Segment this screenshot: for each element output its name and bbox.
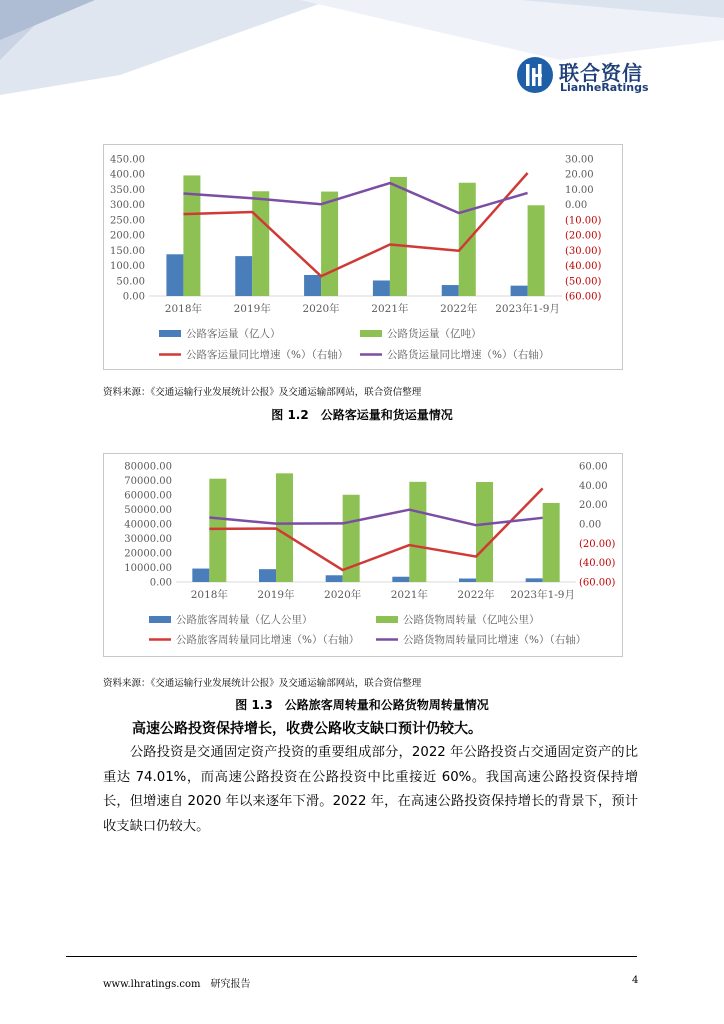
x-axis-tick-label: 2018年	[190, 589, 228, 601]
y2-axis-tick-label: 30.00	[565, 154, 594, 166]
chart-passenger-freight-volume	[103, 144, 623, 370]
y-axis-tick-label: 50000.00	[124, 505, 172, 516]
y-axis-tick-label: 40000.00	[124, 519, 172, 531]
x-axis-tick-label: 2021年	[371, 303, 409, 315]
bar	[392, 577, 409, 582]
x-axis-tick-label: 2023年1-9月	[510, 589, 575, 601]
legend-label: 公路货运量同比增速（%）（右轴）	[387, 349, 550, 361]
y2-axis-tick-label: 0.00	[579, 519, 602, 531]
y-axis-tick-label: 300.00	[110, 200, 145, 212]
y2-axis-tick-label: (60.00)	[579, 577, 616, 589]
y-axis-tick-label: 0.00	[122, 291, 145, 303]
y-axis-tick-label: 80000.00	[124, 461, 172, 473]
chart-svg	[104, 145, 622, 369]
y-axis-tick-label: 0.00	[149, 577, 172, 589]
y2-axis-tick-label: (30.00)	[565, 245, 602, 257]
x-axis-tick-label: 2021年	[390, 589, 428, 601]
legend-label: 公路货物周转量同比增速（%）（右轴）	[403, 634, 587, 646]
y2-axis-tick-label: (40.00)	[579, 558, 616, 570]
bar	[259, 569, 276, 582]
y-axis-tick-label: 10000.00	[124, 563, 172, 574]
x-axis-tick-label: 2022年	[440, 303, 478, 315]
y-axis-tick-label: 350.00	[110, 184, 145, 196]
y-axis-tick-label: 70000.00	[124, 476, 172, 487]
y2-axis-tick-label: 10.00	[565, 184, 594, 196]
bar	[526, 578, 543, 582]
bar	[459, 579, 476, 582]
y2-axis-tick-label: 20.00	[579, 500, 608, 512]
x-axis-tick-label: 2018年	[164, 303, 203, 315]
y2-axis-tick-label: (20.00)	[579, 538, 616, 550]
bar	[409, 482, 426, 582]
bar	[252, 191, 269, 296]
figure-caption: 图 1.3 公路旅客周转量和公路货物周转量情况	[235, 698, 489, 712]
x-axis-tick-label: 2020年	[302, 303, 340, 315]
footer-site: www.lhratings.com 研究报告	[103, 979, 251, 990]
section-heading: 高速公路投资保持增长，收费公路收支缺口预计仍较大。	[132, 721, 482, 737]
legend-swatch	[360, 330, 382, 337]
y-axis-tick-label: 100.00	[110, 261, 145, 273]
bar	[390, 177, 407, 296]
y-axis-tick-label: 400.00	[110, 169, 145, 181]
bar	[543, 503, 560, 582]
x-axis-tick-label: 2019年	[257, 589, 295, 601]
bar	[373, 280, 390, 296]
legend-label: 公路货物周转量（亿吨公里）	[403, 614, 540, 626]
figure-caption: 图 1.2 公路客运量和货运量情况	[271, 408, 453, 422]
bar	[442, 285, 459, 296]
x-axis-tick-label: 2022年	[457, 589, 495, 601]
bar	[209, 479, 226, 582]
series-line	[183, 183, 527, 213]
y2-axis-tick-label: (10.00)	[565, 215, 602, 227]
bar	[511, 286, 528, 296]
page-number: 4	[632, 975, 639, 986]
footer-divider	[66, 956, 637, 957]
logo-english-name: LianheRatings	[560, 81, 649, 94]
company-logo	[517, 57, 647, 97]
legend-label: 公路客运量（亿人）	[186, 328, 281, 340]
bar	[304, 275, 321, 296]
legend-swatch	[149, 616, 171, 623]
y2-axis-tick-label: 40.00	[579, 480, 608, 492]
figure-source: 资料来源：《交通运输行业发展统计公报》及交通运输部网站，联合资信整理	[103, 678, 422, 689]
chart-turnover-volume	[103, 453, 623, 657]
bar	[476, 482, 493, 582]
bar	[276, 473, 293, 582]
legend-swatch	[376, 616, 398, 623]
logo-icon	[517, 57, 553, 93]
y2-axis-tick-label: (60.00)	[565, 291, 602, 303]
y-axis-tick-label: 60000.00	[124, 490, 172, 502]
y-axis-tick-label: 50.00	[116, 276, 145, 288]
bar	[235, 256, 252, 296]
legend-label: 公路客运量同比增速（%）（右轴）	[186, 349, 349, 361]
x-axis-tick-label: 2019年	[233, 303, 271, 315]
chart-svg	[104, 454, 622, 656]
logo-chinese-name: 联合资信	[559, 61, 643, 85]
y2-axis-tick-label: 60.00	[579, 461, 608, 473]
y-axis-tick-label: 450.00	[110, 154, 145, 166]
y-axis-tick-label: 30000.00	[124, 534, 172, 545]
bar	[166, 254, 183, 296]
body-paragraph: 公路投资是交通固定资产投资的重要组成部分，2022 年公路投资占交通固定资产的比重达 74.01%，而高速公路投资在公路投资中比重接近 60%。我国高速公路投资保持增长，但增速自 2020 年以来逐年下滑。2022 年，在高速公路投资保持增长的背景下，预计收支缺口仍较大。	[103, 745, 638, 834]
y2-axis-tick-label: (50.00)	[565, 276, 602, 288]
legend-label: 公路旅客周转量同比增速（%）（右轴）	[176, 634, 360, 646]
legend-label: 公路旅客周转量（亿人公里）	[176, 614, 313, 626]
legend-swatch	[159, 330, 181, 337]
bar	[528, 205, 545, 296]
y-axis-tick-label: 20000.00	[124, 548, 172, 560]
y-axis-tick-label: 150.00	[110, 245, 145, 257]
x-axis-tick-label: 2023年1-9月	[495, 303, 560, 315]
bar	[326, 575, 343, 582]
figure-source: 资料来源：《交通运输行业发展统计公报》及交通运输部网站，联合资信整理	[103, 387, 422, 398]
bar	[321, 192, 338, 296]
y-axis-tick-label: 200.00	[110, 230, 145, 242]
series-line	[183, 173, 527, 276]
y2-axis-tick-label: 0.00	[565, 200, 588, 212]
y-axis-tick-label: 250.00	[110, 215, 145, 227]
x-axis-tick-label: 2020年	[324, 589, 362, 601]
y2-axis-tick-label: 20.00	[565, 169, 594, 181]
legend-label: 公路货运量（亿吨）	[387, 328, 482, 340]
y2-axis-tick-label: (40.00)	[565, 261, 602, 273]
bar	[192, 569, 209, 582]
y2-axis-tick-label: (20.00)	[565, 230, 602, 242]
